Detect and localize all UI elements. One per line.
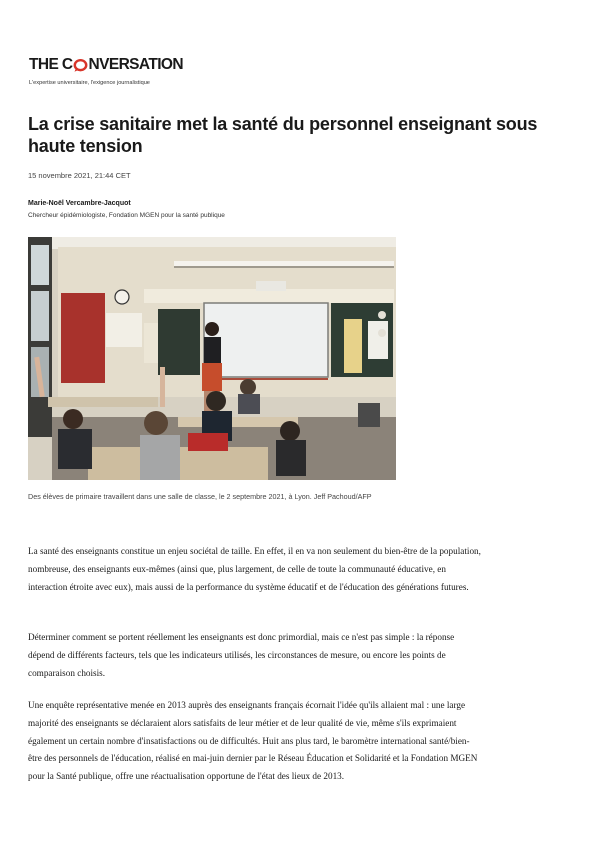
body-paragraph-3: Une enquête représentative menée en 2013 auprès des enseignants français écornait l'idée qu'ils allaient mal : une large majorité des enseignants se déclaraient alors satisfaits de leur métier et de leur qualité de vie, même s'ils exprimaient également un certain nombre d'insatisfactions ou de difficultés. Huit ans plus tard, le baromètre international santé/bien-être des personnels de l'éducation, réalisé en mai-juin dernier par le Réseau Éducation et Solidarité et la Fondation MGEN pour la Santé publique, offre une réactualisation opportune de l'état des lieux de 2013. [28,700,478,782]
the-conversation-logo[interactable] [29,56,183,74]
publication-date: 15 novembre 2021, 21:44 CET [28,171,131,180]
classroom-illustration [28,237,396,480]
tagline: L'expertise universitaire, l'exigence journalistique [29,80,150,86]
author-name[interactable]: Marie-Noël Vercambre-Jacquot [28,200,131,207]
author-role: Chercheur épidémiologiste, Fondation MGEN pour la santé publique [28,212,225,219]
logo-text-prefix: THE C [29,56,73,73]
speech-bubble-o-icon [73,58,88,73]
body-paragraph-2: Déterminer comment se portent réellement les enseignants est donc primordial, mais ce n'est pas simple : la réponse dépend de différents facteurs, tels que les indicateurs utilisés, les circonstances de mesure, ou encore les points de comparaison choisis. [28,632,455,678]
article-title: La crise sanitaire met la santé du personnel enseignant sous haute tension [28,114,538,156]
body-paragraph-1: La santé des enseignants constitue un enjeu sociétal de taille. En effet, il en va non seulement du bien-être de la population, nombreuse, des enseignants eux-mêmes (ainsi que, plus largement, de celle de toute la communauté éducative, en interaction étroite avec eux), mais aussi de la performance du système éducatif et de l'éducation des générations futures. [28,546,481,592]
image-caption: Des élèves de primaire travaillent dans une salle de classe, le 2 septembre 2021, à Lyon. Jeff Pachoud/AFP [28,492,372,501]
classroom-photo [28,237,396,480]
logo-text-suffix: NVERSATION [88,56,183,73]
